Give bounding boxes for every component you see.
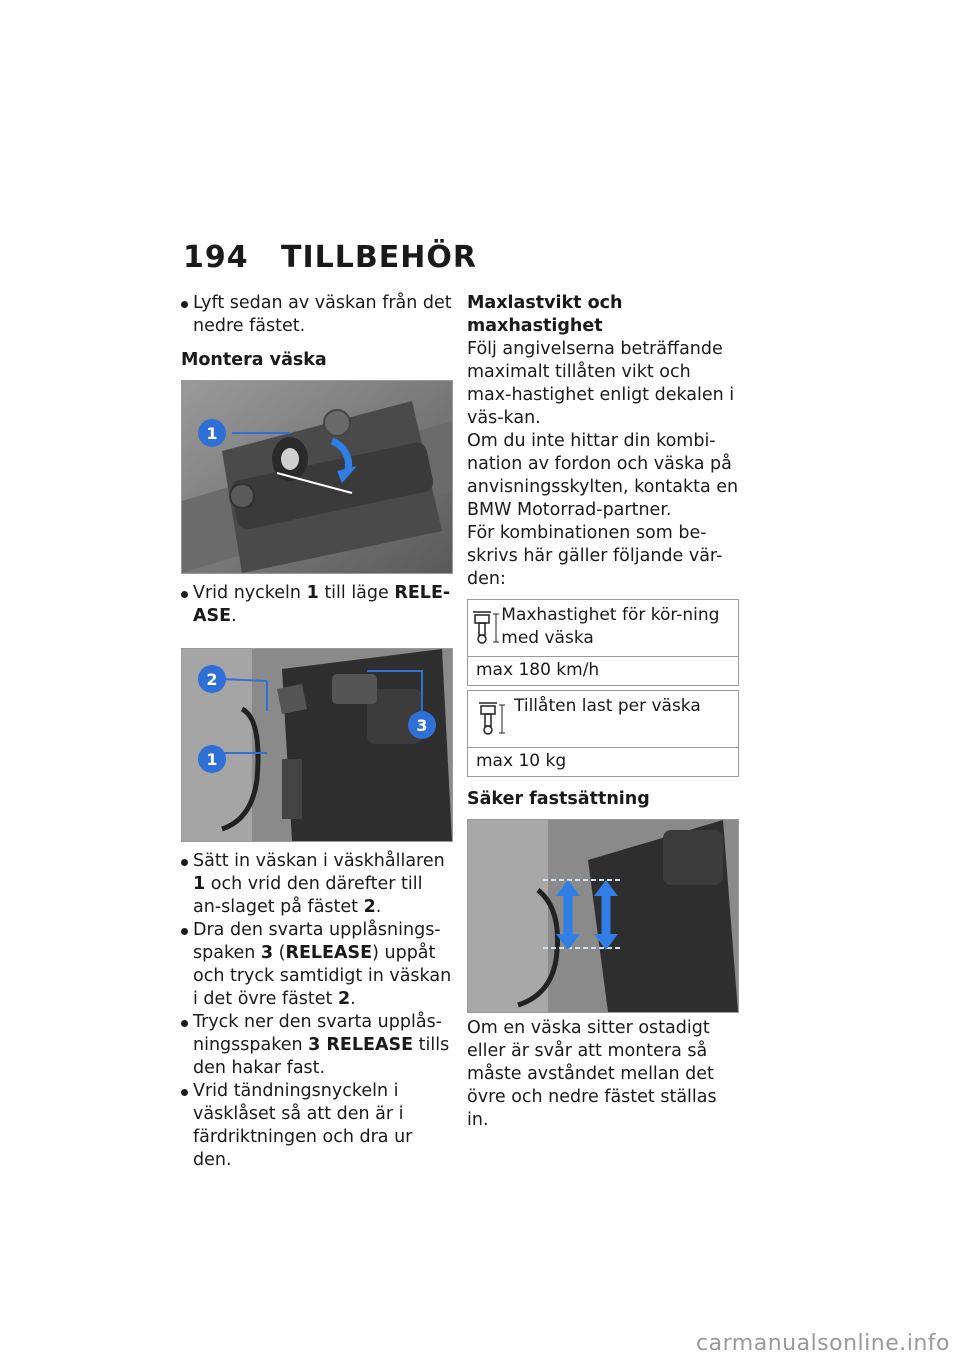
text: . [375, 897, 382, 917]
list-item [181, 1080, 453, 1172]
spec-label: Maxhastighet för kör-ning med väska [501, 605, 720, 648]
text: Dra den svarta upplåsnings-spaken [193, 920, 441, 963]
section-heading-maxload: Maxlastvikt och maxhastighet [467, 293, 623, 336]
release-label: RELEASE [285, 943, 373, 963]
callout-1: 1 [206, 424, 218, 443]
spec-value: max 180 km/h [476, 660, 600, 680]
spec-value: max 10 kg [476, 751, 567, 771]
list-item [181, 1011, 453, 1080]
ref-number: 3 [260, 943, 274, 963]
spec-table-speed [467, 599, 739, 686]
paragraph: Följ angivelserna beträffande maximalt tillåten vikt och max-hastighet enligt dekalen i väs-kan. [467, 339, 735, 428]
text: Vrid tändningsnyckeln i väsklåset så att den är i färdriktningen och dra ur den. [193, 1081, 413, 1170]
paragraph: Om du inte hittar din kombi-nation av fordon och väska på anvisningsskylten, kontakta en BMW Motorrad-partner. [467, 431, 739, 520]
text: ( [273, 943, 286, 963]
page-number: 194 [183, 240, 249, 275]
section-heading-secure: Säker fastsättning [467, 789, 650, 809]
text: Sätt in väskan i väskhållaren [193, 851, 445, 871]
paragraph: För kombinationen som be-skrivs här gäller följande vär-den: [467, 523, 723, 589]
text: till läge [318, 583, 395, 603]
text: . [350, 989, 356, 1009]
list-item [181, 919, 453, 1011]
right-column [467, 292, 739, 1132]
callout-3: 3 [416, 716, 428, 735]
release-label: 3 RELEASE [308, 1035, 414, 1055]
spec-table-load [467, 690, 739, 777]
callout-1: 1 [206, 750, 218, 769]
mount-key-photo [181, 380, 453, 574]
list-item [181, 582, 453, 628]
text: Vrid nyckeln [193, 583, 307, 603]
ref-number: 1 [193, 874, 206, 894]
ref-number: 1 [306, 583, 319, 603]
load-weight-icon [468, 600, 501, 656]
left-column [181, 292, 453, 1172]
callout-2: 2 [206, 670, 218, 689]
ref-number: 2 [363, 897, 376, 917]
text: ) uppåt och tryck samtidigt in väskan i det övre fästet [193, 943, 452, 1009]
mount-holder-photo [181, 648, 453, 842]
release-label: RELE-ASE [193, 583, 451, 626]
load-weight-icon [468, 691, 514, 747]
list-item [181, 850, 453, 919]
paragraph: Om en väska sitter ostadigt eller är svår att montera så måste avståndet mellan det övre och nedre fästet ställas in. [467, 1018, 717, 1130]
text: och vrid den därefter till an-slaget på fästet [193, 874, 423, 917]
bullet-text: Lyft sedan av väskan från det nedre fästet. [193, 293, 452, 336]
spec-label: Tillåten last per väska [514, 696, 701, 716]
list-item [181, 292, 453, 338]
ref-number: 2 [337, 989, 351, 1009]
watermark: carmanualsonline.info [696, 1331, 950, 1356]
text: Tryck ner den svarta upplås-ningsspaken [193, 1012, 442, 1055]
secure-fit-photo [467, 819, 739, 1013]
page-title: TILLBEHÖR [281, 240, 477, 275]
text: . [231, 606, 237, 626]
text: tills den hakar fast. [193, 1035, 450, 1078]
page-header [183, 240, 743, 275]
section-heading-mount: Montera väska [181, 350, 327, 370]
